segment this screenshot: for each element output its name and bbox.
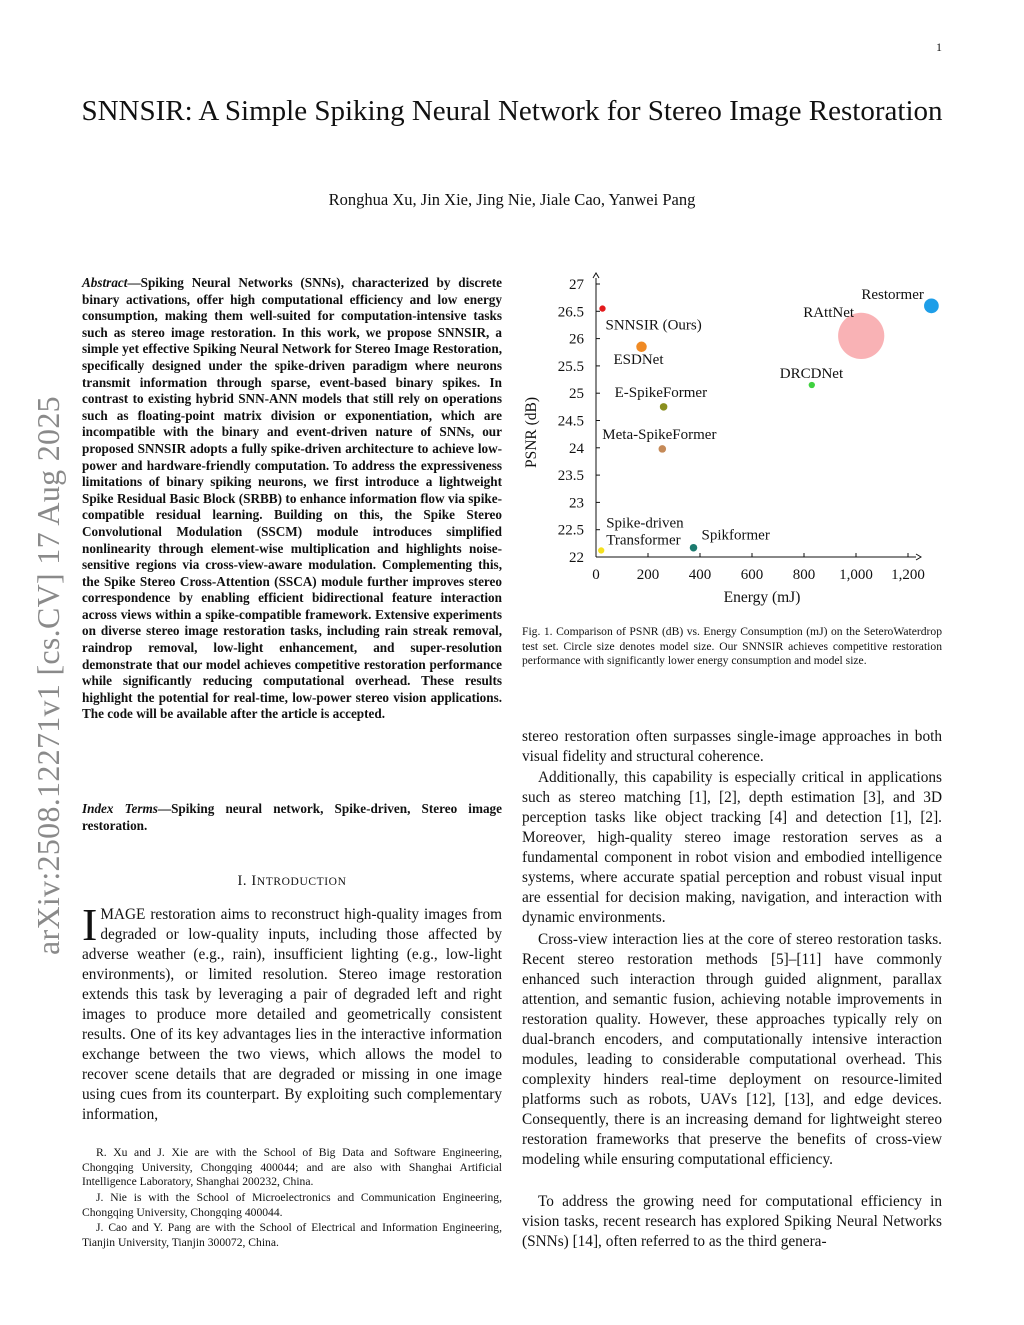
y-tick-label: 26: [569, 331, 584, 348]
index-terms-text: —Spiking neural network, Spike-driven, Stereo image restoration.: [82, 801, 502, 833]
introduction-text: MAGE restoration aims to reconstruct high-quality images from degraded or low-quality inputs, including those affected by adverse weather (e.g., rain), insufficient lighting (e.g., low-light environments), or limited resolution. Stereo image restoration extends this task by leveraging a pair of degraded left and right images to produce more detailed and geometrically consistent results. One of its key advantages lies in the interactive information exchange between the two views, which allows the model to recover scene details that are degraded or missing in one image using cues from its counterpart. By exploiting such complementary information,: [82, 906, 502, 1123]
x-tick-label: 400: [688, 567, 712, 583]
chart-plot-area: [523, 273, 939, 606]
paper-title: SNNSIR: A Simple Spiking Neural Network for Stereo Image Restoration: [81, 95, 943, 127]
y-tick-label: 23.5: [557, 468, 584, 485]
y-tick-label: 27: [569, 277, 584, 293]
data-point-spikformer: [690, 544, 698, 552]
x-tick-label: 1,000: [839, 567, 873, 583]
index-terms-lead: Index Terms: [82, 801, 158, 816]
data-label-meta-spikeformer: Meta-SpikeFormer: [602, 426, 717, 443]
data-label-spikformer: Spikformer: [701, 527, 770, 544]
footnote-affiliation-3: J. Cao and Y. Pang are with the School of Electrical and Information Engineering, Tianjin University, Tianjin 300072, China.: [82, 1221, 502, 1249]
figure-caption: Fig. 1. Comparison of PSNR (dB) vs. Energy Consumption (mJ) on the SeteroWaterdrop test set. Circle size denotes model size. Our SNNSIR achieves competitive restoration performance with significantly lower energy consumption and model size.: [522, 625, 942, 668]
abstract: [82, 275, 502, 723]
data-point-snnsir-ours: [599, 305, 605, 311]
data-label-spike-driven-transformer: Spike-driven: [606, 515, 684, 532]
body-paragraph-snn-intro: To address the growing need for computational efficiency in vision tasks, recent research has explored Spiking Neural Networks (SNNs) [14], often referred to as the third genera-: [522, 1193, 942, 1250]
author-list: Ronghua Xu, Jin Xie, Jing Nie, Jiale Cao, Yanwei Pang: [328, 190, 696, 209]
data-point-restormer: [924, 298, 939, 313]
x-tick-label: 600: [740, 567, 764, 583]
data-label-e-spikeformer: E-SpikeFormer: [614, 384, 708, 401]
data-label-spike-driven-transformer: Transformer: [606, 532, 681, 549]
body-paragraph-cross-view: Cross-view interaction lies at the core of stereo restoration tasks. Recent stereo restoration methods [5]–[11] have commonly enhanced such interaction through guided alignment, parallax attention, and semantic fusion, achieving notable improvements in restoration quality. However, these approaches typically rely on dual-branch encoders, and computationally intensive interaction modules, leading to considerable computational overhead. This complexity hinders real-time deployment on resource-limited platforms such as robots, UAVs [12], [13], and edge devices. Consequently, there is an increasing demand for lightweight stereo restoration frameworks that preserve the benefits of cross-view modeling while ensuring computational efficiency.: [522, 931, 942, 1168]
y-tick-label: 24.5: [557, 413, 584, 430]
body-paragraph-continued: stereo restoration often surpasses single-image approaches in both visual fidelity and structural coherence.: [522, 728, 942, 765]
y-tick-label: 25.5: [557, 358, 584, 375]
y-tick-label: 23: [569, 495, 584, 512]
data-label-rattnet: RAttNet: [803, 304, 855, 321]
y-tick-label: 24: [569, 440, 584, 457]
data-label-restormer: Restormer: [861, 286, 924, 303]
y-axis-label: PSNR (dB): [523, 396, 540, 469]
data-label-snnsir-ours: SNNSIR (Ours): [605, 317, 702, 334]
section-title-rest: NTRODUCTION: [256, 876, 347, 888]
data-point-meta-spikeformer: [659, 445, 667, 453]
y-tick-label: 25: [569, 386, 584, 403]
index-terms: [82, 801, 502, 834]
body-paragraph-applications: Additionally, this capability is especially critical in applications such as stereo matching [1], [2], depth estimation [3], and 3D perception tasks like object tracking [4] and detection [1], [2]. Moreover, high-quality stereo image restoration serves as a fundamental component in robot vision and embodied intelligence systems, where accurate spatial perception and robust visual input are essential for decision making, navigation, and interaction with dynamic environments.: [522, 769, 942, 926]
x-tick-label: 800: [792, 567, 816, 583]
x-axis-label: Energy (mJ): [723, 589, 801, 606]
x-tick-label: 200: [636, 567, 660, 583]
page-number: 1: [936, 40, 942, 54]
data-point-esdnet: [636, 342, 647, 353]
data-label-drcdnet: DRCDNet: [779, 366, 844, 383]
arxiv-identifier-stamp: arXiv:2508.12271v1 [cs.CV] 17 Aug 2025: [30, 396, 66, 955]
section-heading: [82, 873, 502, 890]
data-point-spike-driven-transformer: [598, 547, 604, 553]
drop-cap: I: [82, 899, 98, 950]
x-tick-label: 1,200: [891, 567, 925, 583]
abstract-lead: Abstract: [82, 275, 128, 290]
data-label-esdnet: ESDNet: [613, 351, 664, 368]
y-tick-label: 26.5: [557, 304, 584, 321]
section-title-initial: I: [251, 873, 257, 889]
psnr-energy-chart: [522, 268, 942, 613]
introduction-paragraph: [82, 899, 502, 1125]
abstract-text: —Spiking Neural Networks (SNNs), characterized by discrete binary activations, offer high computational efficiency and low energy consumption, making them well-suited for computation-intensive tasks such as stereo image restoration. In this work, we propose SNNSIR, a simple yet effective Spiking Neural Network for Stereo Image Restoration, specifically designed under the spike-driven paradigm where neurons transmit information through sparse, event-based binary spikes. In contrast to existing hybrid SNN-ANN models that still rely on operations such as floating-point matrix division or exponentiation, which are incompatible with the binary and event-driven nature of SNNs, our proposed SNNSIR adopts a fully spike-driven architecture to achieve low-power and hardware-friendly computation. To address the expressiveness limitations of binary spiking neurons, we first introduce a lightweight Spike Residual Basic Block (SRBB) to enhance information flow via spike-compatible residual learning. Building on this, the Spike Stereo Convolutional Modulation (SSCM) module introduces simplified nonlinearity through element-wise multiplication and highlights noise-sensitive regions via cross-view-aware modulation. Complementing this, the Spike Stereo Cross-Attention (SSCA) module further improves stereo correspondence by enabling efficient bidirectional feature interaction across views within a spike-compatible framework. Extensive experiments on diverse stereo image restoration tasks, including rain streak removal, raindrop removal, low-light enhancement, and super-resolution demonstrate that our model achieves competitive restoration performance while significantly reducing computational overhead. These results highlight the potential for real-time, low-power stereo vision applications. The code will be available after the article is accepted.: [82, 275, 502, 722]
x-tick-label: 0: [592, 567, 600, 583]
footnote-affiliation-1: R. Xu and J. Xie are with the School of Big Data and Software Engineering, Chongqing University, Chongqing 400044; and are also with Shanghai Artificial Intelligence Laboratory, Shanghai 200232, China.: [82, 1146, 502, 1189]
data-point-e-spikeformer: [660, 403, 668, 411]
y-tick-label: 22.5: [557, 522, 584, 539]
y-tick-label: 22: [569, 550, 584, 566]
section-number: I.: [237, 873, 248, 889]
x-axis-arrow-icon: [916, 554, 921, 560]
footnote-affiliation-2: J. Nie is with the School of Microelectronics and Communication Engineering, Chongqing University, Chongqing 400044.: [82, 1191, 502, 1219]
data-point-drcdnet: [809, 382, 815, 388]
y-axis-arrow-icon: [593, 273, 599, 278]
